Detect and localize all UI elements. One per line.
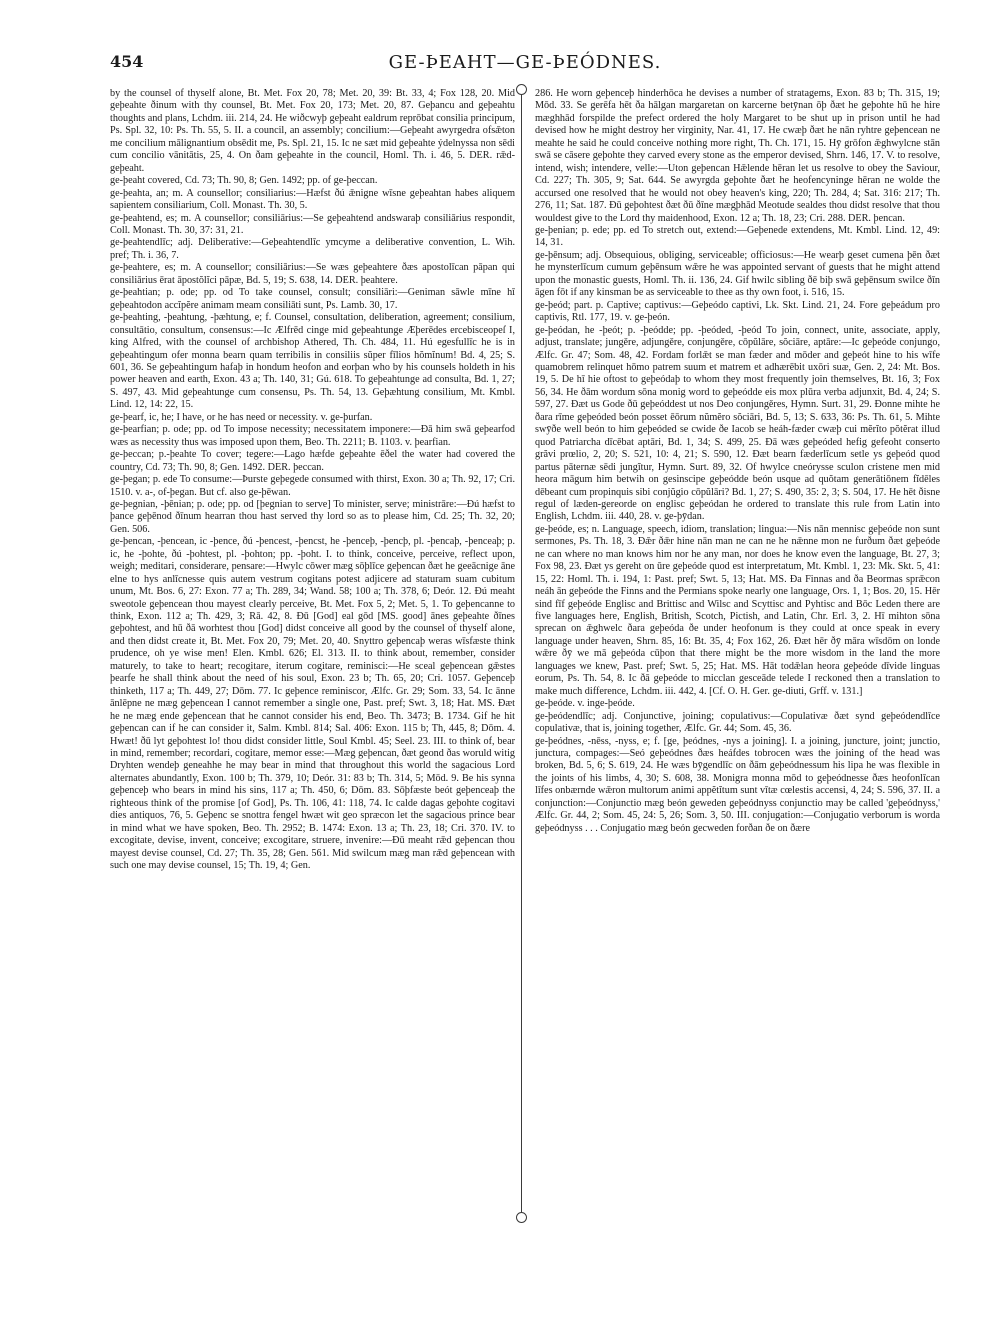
dictionary-entry: ge-þeahting, -þeahtung, -þæhtung, e; f. Counsel, consultation, deliberation, agreement; consilium, consultātio, consultum, consensus:—Ic Ælfrēd cinge mid geþeahtunge Æþerēdes ercebisceopeſ I, king Alfred, with the counsel of archbishop Athered, Th. Ch. 484, 11. Hú egesfullīc he is in geþeahtingum ofer monna bearn quam terribilis in consiliis sŭper fīlios hŏmĭnum! Bd. 4, 25; S. 601, 36. Se geþeahtingum hafaþ in hondum heofon and eorþan who by his counsels holdeth in his power heaven and earth, Exon. 43 a; Th. 140, 31; Gú. 618. To geþeahtunge ad consulta, Bd. 1, 27; S. 497, 43. Mid geþeahtunge cum consensu, Ps. Th. 54, 13. Geþæhtung consilium, Mt. Kmbl. Lind. 12, 14: 22, 15. [110, 312, 515, 411]
dictionary-entry: ge-þeódan, he -þeót; p. -þeódde; pp. -þeóded, -þeód To join, connect, unite, associate, apply, adjust, translate; jungěre, adjungěre, conjungěre, cōpŭlāre, sŏciāre, aptāre:—Ic geþeóde conjungo, Ælfc. Gr. 47; Som. 48, 42. Fordam forlǣt se man fæder and mōder and geþeót hine to his wīfe quamobrem relinquet hōmo patrem suum et matrem et adhærēbit uxōri suæ, Gen. 2, 24: Mt. Bos. 19, 5. De hī hie oftost to geþeódaþ to whom they most frequently join themselves, Bt. 16, 3; Fox 56, 34. He ðām wordum sōna monig word to geþeódde eis mox plūra verba adjunxit, Bd. 4, 24; S. 597, 27. Ðæt us Gode ðū geþeóddest ut nos Deo conjungěres, Hymn. Surt. 31, 29. Ðonne mihte he ðara rīme geþeóded beón posset ēōrum nŭmĕro sŏciāri, Bd. 5, 13; S. 633, 36: Ps. Th. 61, 5. Mihte swȳðe well beón to him geþeóded se cwide ðe Iacob se heáh-fæder cwæþ cui mĕrĭto pŏtĕrat illud quod Patriarcha dīcēbat aptāri, Bd. 1, 34; S. 499, 25. Ðā wæs geþeóded hefig gefeoht conserto grăvi prœlio, 2, 20; S. 521, 10: 4, 21; S. 590, 12. Ðæt bearn fæderlīcum setle ys geþeód quod partus pāternæ sēdi jungĭtur, Hymn. Surt. 89, 32. Of hwylce cneórysse sculon cristene men mid heora māgum him betwih on gesinscipe geþeódde beón usque ad quŏtam generātiōnem fĭdēles dēbeant cum propinquis sibi conjŭgio cōpŭlāri? Bd. 1, 27; S. 490, 35: 2, 3; S. 504, 17. He hēt ðisne regul of læden-gereorde on englisc geþeódan he ordered to translate this rule from Latin into English, Lchdm. iii. 440, 28. v. ge-þȳdan. [535, 324, 940, 523]
dictionary-entry: ge-þeóde, es; n. Language, speech, idiom, translation; lingua:—Nis nān mennisc geþeóde non sunt sermones, Ps. Th. 18, 3. Ðǣr ðǣr hine nān man ne can ne he nǣnne mon ne furðum ðæt geþeóde ne can where no man knows him nor he any man, nor does he know even the language, Bt. 27, 3; Fox 98, 23. Ðæt ys gereht on ūre geþeóde quod est interpretatum, Mt. Kmbl. 1, 23: Mk. Skt. 5, 41: 15, 22: Homl. Th. i. 194, 1: Past. pref; Swt. 5, 13; Hat. MS. Ða Finnas and ða Beormas sprǣcon neáh ān geþeóde the Finns and the Permians spoke nearly one language, Ors. 1, 1; Bos. 20, 15. Hēr sind fīf geþeóde Englisc and Brittisc and Wilsc and Scyttisc and Pyhtisc and Bōc Leden there are five languages here, English, British, Scotch, Pictish, and Latin, Chr. Erl. 3, 2. Hī mihton sōna sprecan on ǣghwelc ðara geþeóda ðe under heofonum is they could at once speak in every language under heaven, Shrn. 85, 16: Bt. 35, 4; Fox 162, 26. Ðæt hēr ðȳ māra wīsdōm on londe wǣre ðȳ we mā geþeóda cūþon that there might be the more wisdom in the land the more languages we knew, Past. pref; Swt. 5, 25; Hat. MS. Hāt todǣlan heora geþeóde dīvide linguas eorum, Ps. Th. 54, 8. Ic ðā geþeóde to micclan gesceāde telede I reckoned then a translation to make much difference, Lchdm. iii. 442, 4. [Cf. O. H. Ger. ge-diuti, Grff. v. 131.] [535, 523, 940, 697]
dictionary-entry: ge-þearfian; p. ode; pp. od To impose necessity; necessitatem imponere:—Ðā him swā geþearfod wæs as necessity thus was imposed upon them, Beo. Th. 2211; B. 1103. v. þearfian. [110, 424, 515, 448]
dictionary-entry: 286. He worn geþenceþ hinderhōca he devises a number of stratagems, Exon. 83 b; Th. 315, 19; Mōd. 33. Se gerēfa hēt ða hālgan margaretan on karcerne betȳnan ōþ ðæt he geþohte hū he hire mæghhād forspilde the prefect ordered the holy Margaret to be shut up in prison until he had devised how he might destroy her virginity, Nar. 41, 17. He cwæþ ðæt he nān ryhtre geþencean ne meahte he said he could conceive nothing more right, Th. Ch. 171, 15. Hȳ grōfon ǣghwylcne stān swā se cāsere geþohte they carved every stone as the emperor devised, Shrn. 146, 17. V. to resolve, intend, wish; intendere, velle:—Uton geþencan Hǣlende hēran let us resolve to obey the Saviour, Cd. 227; Th. 305, 9; Sat. 644. Se awyrgda geþohte ðæt he heofencyninge hēran ne wolde the accursed one resolved that he would not obey heaven's king, 220; Th. 284, 4; Sat. 316: 217; Th. 276, 11; Sat. 187. Ðū geþohtest ðæt ðū ðīne mægþhād Meotude sealdes thou didst resolve that thou wouldest give to the Lord thy maidenhood, Exon. 12 a; Th. 18, 23; Cri. 288. DER. þencan. [535, 88, 940, 224]
dictionary-entry: ge-þeódnes, -nēss, -nyss, e; f. [ge, þeódnes, -nys a joining]. I. a joining, juncture, joint; junctio, junctura, compages:—Seó geþeódnes ðæs heáfdes tobrocen wæs the joining of the head was broken, Bd. 5, 6; S. 619, 24. He wæs bȳgendlīc on ðām geþeódnessum his lipa he was flexible in the joints of his limbs, 4, 30; S. 608, 38. Monigra monna mōd to geþeódnesse ðæs heofonlīcan līfes onbærnde wǣron multorum animi appĕtĭtum sunt vītæ cœlestis accensi, 4, 24; S. 596, 37. II. a conjunction:—Conjunctio mæg beón geweden geþeódnyss conjunctio may be called 'geþeódnyss,' Ælfc. Gr. 44, 2; Som. 45, 24: 5, 26; Som. 3, 50. III. conjugation:—Conjugatio verborum is worda geþeódnyss . . . Conjugatio mæg beón gecweden forðan ðe on ðære [535, 735, 940, 834]
dictionary-entry: ge-þegan; p. ede To consume:—Þurste geþegede consumed with thirst, Exon. 30 a; Th. 92, 17; Cri. 1510. v. a-, of-þegan. But cf. also ge-þēwan. [110, 474, 515, 498]
dictionary-entry: ge-þeahtendlīc; adj. Deliberative:—Geþeahtendlīc ymcyme a deliberative convention, L. Wih. pref; Th. i. 36, 7. [110, 237, 515, 261]
page-header [110, 52, 940, 84]
dictionary-entry: ge-þenian; p. ede; pp. ed To stretch out, extend:—Geþenede extendens, Mt. Kmbl. Lind. 12, 49: 14, 31. [535, 224, 940, 249]
dictionary-entry: ge-þeódendlīc; adj. Conjunctive, joining; copulativus:—Copulativæ ðæt synd geþeódendlīce copulativæ, that is, joining together, Ælfc. Gr. 44; Som. 45, 36. [535, 710, 940, 735]
page-number: 454 [110, 52, 144, 71]
dictionary-entry: ge-þeóde. v. inge-þeóde. [535, 698, 635, 710]
right-column [535, 88, 940, 1223]
dictionary-entry: ge-þeaht covered, Cd. 73; Th. 90, 8; Gen. 1492; pp. of ge-þeccan. [110, 175, 378, 187]
dictionary-entry: ge-þeccan; p.-þeahte To cover; tegere:—Lago hæfde geþeahte ēðel the water had covered the country, Cd. 73; Th. 90, 8; Gen. 1492. DER. þeccan. [110, 449, 515, 473]
column-divider [521, 88, 522, 1223]
dictionary-entry: ge-þegnian, -þēnian; p. ode; pp. od [þegnian to serve] To minister, serve; ministrāre:—Ðú hæfst to þance geþēnod ðīnum hearran thou hast served thy lord so as to please him, Cd. 25; Th. 32, 20; Gen. 506. [110, 498, 515, 535]
dictionary-entry: ge-þeahtere, es; m. A counsellor; consiliārius:—Se wæs geþeahtere ðæs apostolīcan pāpan qui consiliārius ērat āpostŏlĭci pāpæ, Bd. 5, 19; S. 638, 14. DER. þeahtere. [110, 262, 515, 286]
dictionary-entry: ge-þeahtian; p. ode; pp. od To take counsel, consult; consiliāri:—Geniman sāwle mīne hī geþeahtodon accĭpĕre animam meam consiliāti sunt, Ps. Lamb. 30, 17. [110, 287, 515, 311]
dictionary-entry: ge-þēnsum; adj. Obsequious, obliging, serviceable; officiosus:—He wearþ geset cumena þēn ðæt he mynsterlīcum cumum geþēnsum wǣre he was appointed servant of guests that he might attend upon the monastic guests, Homl. Th. ii. 136, 24. Gif hwilc sibling ðē biþ swā geþēnsum swilce ðīn āgen fōt if any kinsman be as serviceable to thee as thy own foot, i. 516, 15. [535, 249, 940, 299]
dictionary-entry: ge-þeód; part. p. Captive; captivus:—Geþeódo captivi, Lk. Skt. Lind. 21, 24. Fore geþeádum pro captivis, Rtl. 177, 19. v. ge-þeón. [535, 299, 940, 324]
left-column [110, 88, 515, 1223]
dictionary-entry: ge-þearf, ic, he; I have, or he has need or necessity. v. ge-þurfan. [110, 411, 373, 423]
dictionary-entry: by the counsel of thyself alone, Bt. Met. Fox 20, 78; Met. 20, 39: Bt. 33, 4; Fox 128, 20. Mid geþeahte ðinum with thy counsel, Bt. Met. Fox 20, 173; Met. 20, 87. Geþancu and geþeahtu thoughts and plans, Lchdm. iii. 214, 24. He wiðcwyþ geþeaht ealdrum reprōbat consilia principum, Ps. Spl. 32, 10: Ps. Th. 55, 5. II. a council, an assembly; concilium:—Geþeaht awyrgedra ofsǣton me concilium mālignantium obsēdit me, Ps. Spl. 21, 15. Ic ne sæt mid geþeahte ýdelnyssa non sēdi cum concilio vānitātis, 25, 4. On ðam geþeahte in the council, Homl. Th. i. 46, 5. DER. rǣd-geþeaht. [110, 88, 515, 174]
dictionary-entry: ge-þeahta, an; m. A counsellor; consiliarius:—Hæfst ðú ǣnigne wīsne geþeahtan habes aliquem sapientem consiliarium, Coll. Monast. Th. 30, 5. [110, 187, 515, 212]
running-head: GE-ÞEAHT—GE-ÞEÓDNES. [388, 52, 662, 73]
dictionary-entry: ge-þencan, -þencean, ic -þence, ðú -þencest, -þencst, he -þenceþ, -þencþ, pl. -þencaþ, -þenceaþ; p. ic, he -þohte, ðú -þohtest, pl. -þohton; pp. -þoht. I. to think, conceive, perceive, reflect upon, weigh; meditari, considerare, pensare:—Hwylc cōwer mæg sōþlīce geþencan ðæt he geeācnige āne elne to hys anlīcnesse quis autem vestrum cogitans potest adjicere ad staturam suam cubitum unum, Mt. Bos. 6, 27: Exon. 77 a; Th. 289, 34; Wand. 58; 100 a; Th. 378, 6; Deór. 12. Ðú meaht sweotole geþencean thou mayest clearly perceive, Bt. Met. Fox 5, 2; Met. 5, 1. To geþencanne to think, Exon. 112 a; Th. 429, 3; Rā. 42, 8. Ðū [God] eal gōd [MS. good] ānes geþeahte ðīnes geþohtest, and hū ðā worhtest thou [God] didst conceive all good by the counsel of thyself alone, and then didst create it, Bt. Met. Fox 20, 79; Met. 20, 40. Snyttro geþencaþ weras wīsfæste think prudence, oh ye wise men! Elen. Kmbl. 626; El. 313. II. to think about, remember, consider maturely, to take to heart; recogitare, iterum cogitare, reminisci:—He sceal geþencean gǣstes þearfe he shall think about the need of his soul, Exon. 23 b; Th. 65, 20; Cri. 1057. Geþenceþ thinketh, 117 a; Th. 449, 27; Dōm. 77. Ic geþence reminiscor, Ælfc. Gr. 29; Som. 33, 54. Ic ānne ānlēpne ne mæg geþencean I cannot remember a single one, Past. pref; Swt. 3, 18; Hat. MS. Ðæt he ne mæg ende geþencean that he cannot consider his end, Beo. Th. 3473; B. 1734. Gif he hit geþencan can if he can consider it, Salm. Kmbl. 814; Sal. 406: Exon. 115 b; Th, 445, 8; Dōm. 4. Hwæt! ðū lyt geþohtest lo! thou didst consider little, Soul Kmbl. 45; Seel. 23. III. to think of, bear in mind, remember; recordari, cogitare, memor esse:—Mæg geþencan, ðæt geond ðas woruld witig Dryhten wendeþ geneahhe he may bear in mind that throughout this world the sagacious Lord alternates abundantly, Exon. 100 b; Th. 379, 10; Deór. 31: 83 b; Th. 314, 5; Mōd. 9. Be his synna geþenceþ who bears in mind his sins, 117 a; Th. 450, 6; Dōm. 83. Sōþfæste beót geþenceaþ the righteous think of the promise [of God], Ps. Th. 106, 41: 118, 74. Ic calde dagas geþohte cogitavi dies antiquos, 76, 5. Geþenc se snottra fengel hwæt wit geo spræcon let the sagacious prince bear in mind what we have spoken, Beo. Th. 2952; B. 1474: Exon. 13 a; Th. 23, 18; Cri. 370. IV. to excogitate, devise, invent, conceive; excogitare, struere, invenire:—Ðū meaht rǣd geþencan thou mayest devise counsel, Cd. 27; Th. 35, 28; Gen. 561. Mid swilcum mæg man rǣd geþencean with such one may devise counsel, 15; Th. 19, 4; Gen. [110, 536, 515, 872]
divider-ornament-top [516, 84, 527, 95]
dictionary-entry: ge-þeahtend, es; m. A counsellor; consiliārius:—Se geþeahtend andswaraþ consiliārius respondit, Coll. Monast. Th. 30, 37: 31, 21. [110, 212, 515, 236]
divider-ornament-bottom [516, 1212, 527, 1223]
